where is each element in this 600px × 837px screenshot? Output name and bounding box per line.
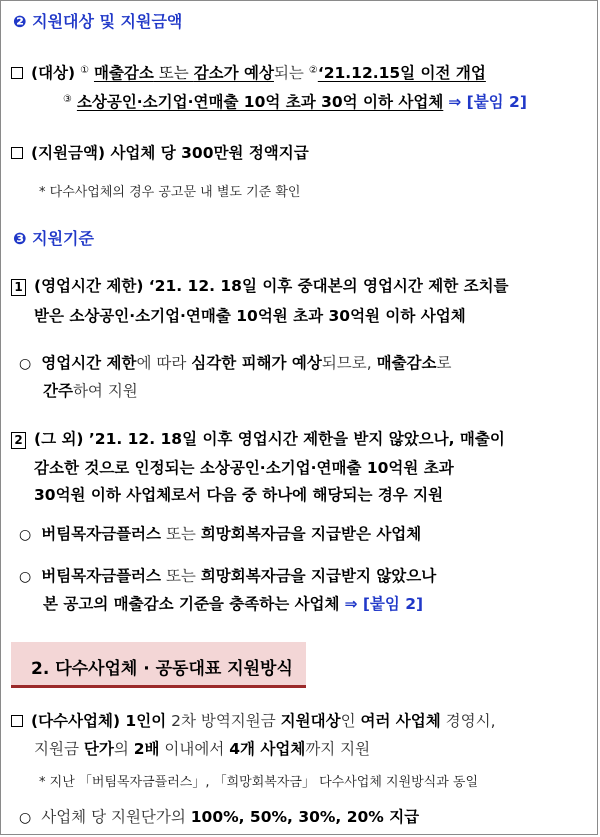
chapter-title: 2. 다수사업체 · 공동대표 지원방식 <box>31 659 293 679</box>
condition-text: 소상공인·소기업·연매출 10억 초과 30억 이하 사업체 <box>76 93 444 111</box>
multi-business-rate <box>19 807 419 828</box>
circled-number-1: ① <box>80 65 90 76</box>
circle-bullet-icon: ○ <box>19 356 32 372</box>
paragraph-text: 여러 사업체 <box>360 712 441 730</box>
amount-paragraph <box>11 143 309 163</box>
criterion-1-line2: 받은 소상공인·소기업·연매출 10억원 초과 30억원 이하 사업체 <box>34 307 466 325</box>
paragraph-text: 까지 지원 <box>305 740 371 758</box>
paragraph-text: 지원금 <box>34 740 84 758</box>
section-number: ❷ <box>13 12 27 31</box>
paragraph-text: 단가 <box>83 740 114 758</box>
circled-number-3: ③ <box>63 94 72 105</box>
section-number: ❸ <box>13 229 27 248</box>
rate-values: 100%, 50%, 30%, 20% 지급 <box>190 808 420 826</box>
paragraph-text: 경영시, <box>440 712 496 730</box>
bullet-text: 로 <box>436 354 452 372</box>
condition-text: 감소가 예상 <box>193 64 274 82</box>
boxed-number-1: 1 <box>11 279 26 296</box>
condition-text: 또는 <box>153 64 194 82</box>
bullet-text: 희망회복자금을 지급받지 않았으나 <box>200 567 437 585</box>
bullet-text: 희망회복자금을 지급받은 사업체 <box>200 525 422 543</box>
circle-bullet-icon: ○ <box>19 569 32 585</box>
boxed-number-2: 2 <box>11 432 26 449</box>
circle-bullet-icon: ○ <box>19 810 32 826</box>
section-title: 지원대상 및 지원금액 <box>32 12 183 31</box>
criterion-2-bullet-1 <box>19 524 421 545</box>
bullet-text: 버팀목자금플러스 <box>41 525 162 543</box>
paragraph-text: 4개 사업체 <box>229 740 306 758</box>
amount-note: * 다수사업체의 경우 공고문 내 별도 기준 확인 <box>39 185 301 200</box>
target-paragraph <box>11 61 486 83</box>
criterion-2-bullet-2 <box>19 566 436 587</box>
condition-text: ‘21.12.15일 이전 개업 <box>317 64 486 82</box>
criterion-text: (영업시간 제한) ‘21. 12. 18일 이후 중대본의 영업시간 제한 조치를 <box>34 277 509 295</box>
criterion-2-line3: 30억원 이하 사업체로서 다음 중 하나에 해당되는 경우 지원 <box>34 486 444 504</box>
multi-business-note: * 지난 「버팀목자금플러스」, 「희망회복자금」 다수사업체 지원방식과 동일 <box>39 775 479 790</box>
condition-text: 되는 <box>273 64 304 82</box>
multi-business-line2 <box>34 739 370 759</box>
checkbox-square-icon <box>11 715 23 727</box>
circled-number-2: ② <box>308 65 318 76</box>
amount-text: (지원금액) 사업체 당 300만원 정액지급 <box>31 144 309 162</box>
multi-business-paragraph <box>11 711 496 731</box>
appendix-reference: ⇒ [붙임 2] <box>344 595 424 613</box>
bullet-text: 매출감소 <box>376 354 437 372</box>
paragraph-text: (다수사업체) 1인이 <box>31 712 167 730</box>
bullet-text: 간주 <box>43 382 73 400</box>
paragraph-text: 이내에서 <box>159 740 230 758</box>
bullet-text: 버팀목자금플러스 <box>41 567 162 585</box>
bullet-text: 또는 <box>161 567 201 585</box>
criterion-1-bullet-line2 <box>43 381 138 401</box>
paragraph-text: 2배 <box>133 740 160 758</box>
checkbox-square-icon <box>11 67 23 79</box>
criterion-2-bullet-2-line2 <box>43 594 423 614</box>
paragraph-text: 지원대상 <box>280 712 341 730</box>
bullet-text: 영업시간 제한 <box>41 354 137 372</box>
checkbox-square-icon <box>11 147 23 159</box>
bullet-text: 하여 지원 <box>72 382 138 400</box>
rate-text: 사업체 당 지원단가의 <box>41 808 191 826</box>
criterion-1-bullet <box>19 353 452 374</box>
target-paragraph-line2 <box>63 90 527 112</box>
paragraph-text: 의 <box>113 740 134 758</box>
bullet-text: 또는 <box>161 525 201 543</box>
chapter-banner <box>11 642 306 688</box>
bullet-text: 에 따라 <box>136 354 192 372</box>
criterion-text: (그 외) ’21. 12. 18일 이후 영업시간 제한을 받지 않았으나, 매출이 <box>34 430 505 448</box>
section-title: 지원기준 <box>32 229 94 248</box>
criterion-1 <box>11 276 509 296</box>
bullet-text: 되므로, <box>321 354 377 372</box>
criterion-2-line2: 감소한 것으로 인정되는 소상공인·소기업·연매출 10억원 초과 <box>34 459 454 477</box>
circle-bullet-icon: ○ <box>19 527 32 543</box>
appendix-reference: ⇒ [붙임 2] <box>448 93 527 111</box>
section-heading-3 <box>13 226 94 249</box>
target-label: (대상) <box>31 64 76 82</box>
criterion-2 <box>11 429 505 449</box>
paragraph-text: 2차 방역지원금 <box>166 712 281 730</box>
section-heading-2 <box>13 9 182 32</box>
condition-text: 매출감소 <box>93 64 154 82</box>
bullet-text: 심각한 피해가 예상 <box>191 354 322 372</box>
bullet-text: 본 공고의 매출감소 기준을 충족하는 사업체 <box>43 595 340 613</box>
paragraph-text: 인 <box>340 712 361 730</box>
